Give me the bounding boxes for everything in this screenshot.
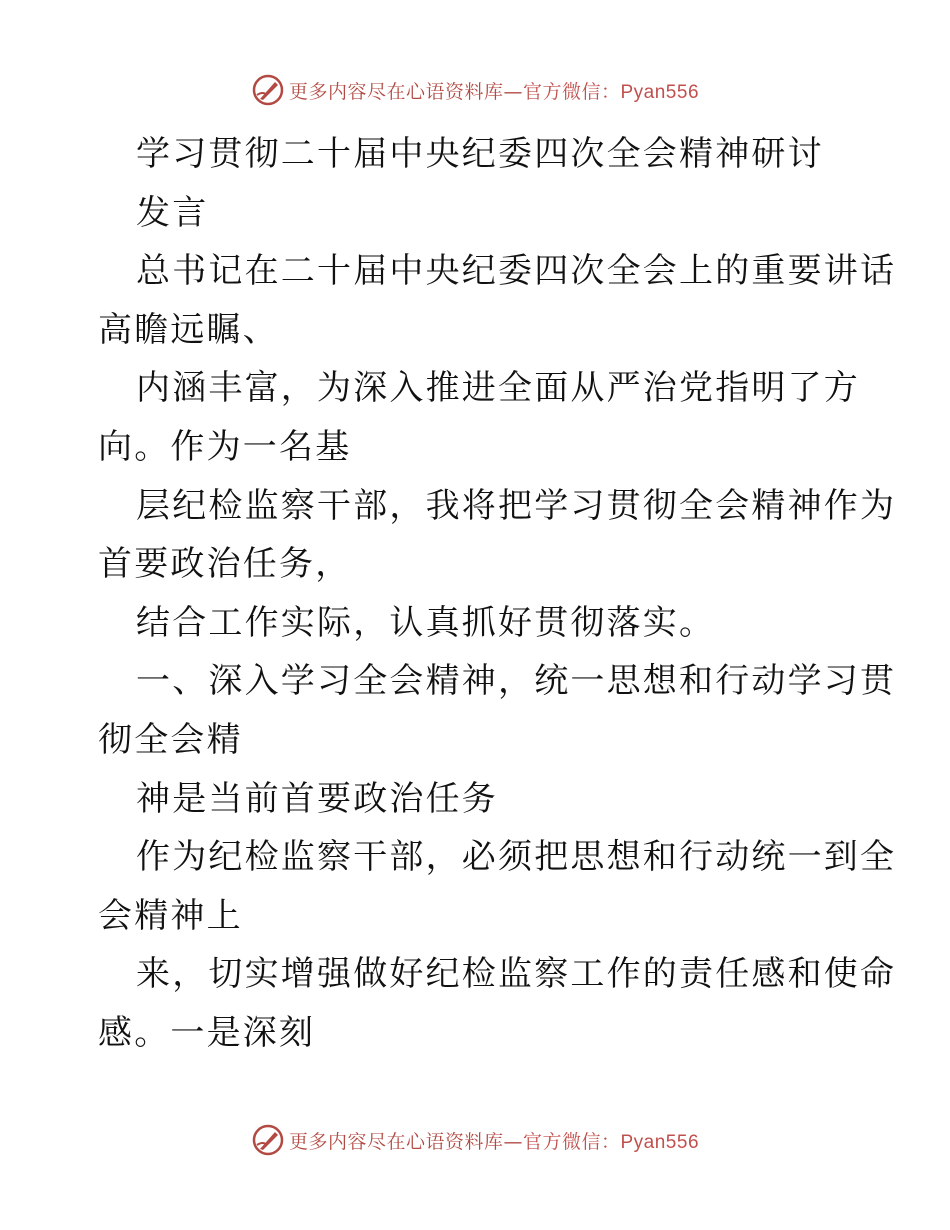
text-line: 首要政治任务， <box>98 544 352 585</box>
watermark-separator: — <box>503 80 523 103</box>
text-line: 结合工作实际，认真抓好贯彻落实。 <box>136 602 716 643</box>
text-line: 作为纪检监察干部，必须把思想和行动统一到全 <box>136 837 897 878</box>
text-line: 总书记在二十届中央纪委四次全会上的重要讲话 <box>136 251 897 292</box>
text-line: 发言 <box>136 192 209 233</box>
watermark-text <box>289 1127 699 1154</box>
text-line: 感。一是深刻 <box>98 1012 316 1053</box>
watermark-site: 更多内容尽在心语资料库 <box>288 80 504 103</box>
text-line: 向。作为一名基 <box>98 426 352 467</box>
text-line: 彻全会精 <box>98 719 243 760</box>
text-line: 来，切实增强做好纪检监察工作的责任感和使命 <box>136 954 897 995</box>
watermark-wechat-label: 官方微信： <box>522 80 621 103</box>
text-line: 神是当前首要政治任务 <box>136 778 498 819</box>
watermark-site: 更多内容尽在心语资料库 <box>288 1130 504 1153</box>
watermark-text <box>289 77 699 104</box>
header-watermark <box>0 70 950 110</box>
watermark-wechat-id: Pyan556 <box>620 81 700 103</box>
document-body <box>98 125 897 1063</box>
text-line: 高瞻远瞩、 <box>98 309 279 350</box>
quill-logo-icon <box>251 1123 285 1157</box>
text-line: 内涵丰富，为深入推进全面从严治党指明了方 <box>136 368 860 409</box>
text-line: 层纪检监察干部，我将把学习贯彻全会精神作为 <box>136 485 897 526</box>
text-line: 学习贯彻二十届中央纪委四次全会精神研讨 <box>136 134 824 174</box>
watermark-separator: — <box>503 1130 523 1153</box>
watermark-wechat-label: 官方微信： <box>522 1130 621 1153</box>
text-line: 一、深入学习全会精神，统一思想和行动学习贯 <box>136 661 897 702</box>
quill-logo-icon <box>251 73 285 107</box>
watermark-wechat-id: Pyan556 <box>620 1131 700 1153</box>
text-line: 会精神上 <box>98 895 243 936</box>
footer-watermark <box>0 1120 950 1160</box>
